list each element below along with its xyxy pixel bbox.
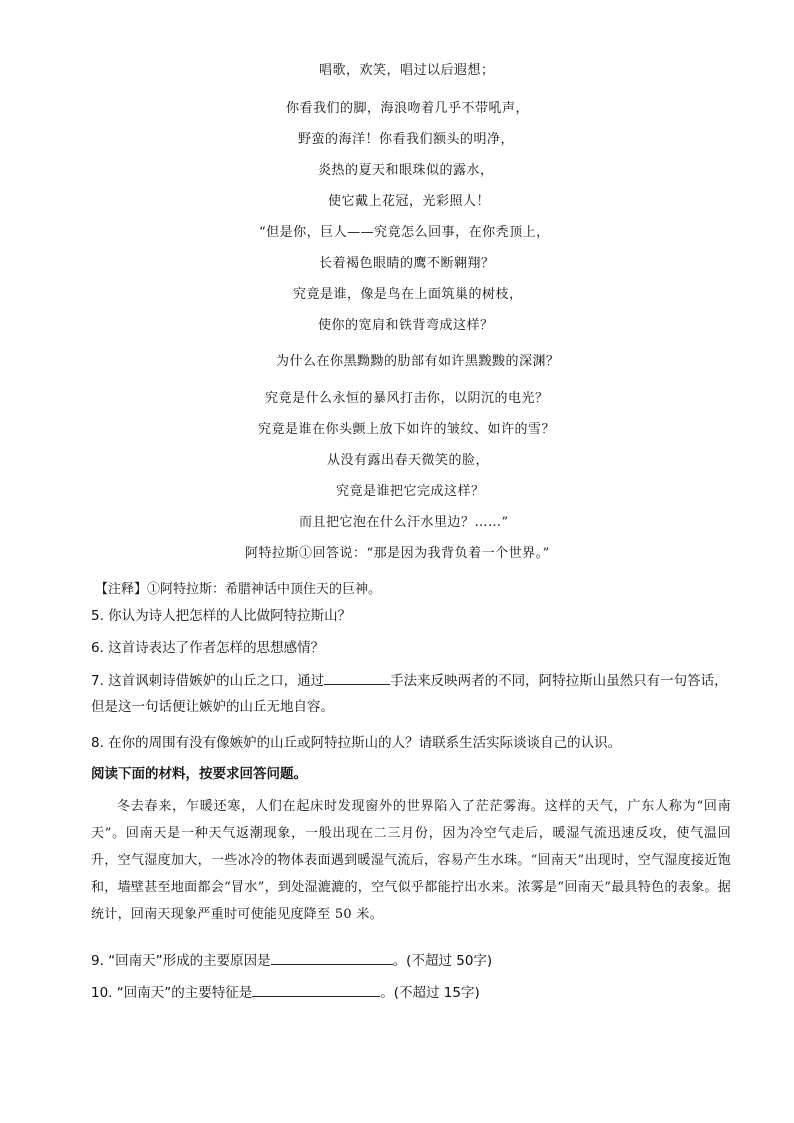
poem-line: 究竟是谁，像是鸟在上面筑巢的树枝， [293,287,523,302]
question-6: 6. 这首诗表达了作者怎样的思想感情？ [91,640,325,656]
poem-line: 使你的宽肩和铁背弯成这样？ [318,318,494,333]
answer-blank[interactable] [252,982,380,997]
section-heading: 阅读下面的材料，按要求回答问题。 [91,766,307,782]
answer-blank[interactable] [271,950,393,965]
answer-blank[interactable] [324,670,390,685]
poem-line: 使它戴上花冠，光彩照人！ [328,194,491,209]
poem-line: 野蛮的海洋！你看我们额头的明净， [298,132,515,147]
passage-text: 冬去春来，乍暖还寒，人们在起床时发现窗外的世界陷入了茫茫雾海。这样的天气，广东人称为“回南天”。回南天是一种天气返潮现象，一般出现在二三月份，因为冷空气走后，暖湿气流迅速反攻，使气温回升，空气湿度加大，一些冰冷的物体表面遇到暖湿气流后，容易产生水珠。“回南天”出现时，空气湿度接近饱和，墙壁甚至地面都会“冒水”，到处湿漉漉的，空气似乎都能拧出水来。浓雾是“回南天”最具特色的表象。据统计，回南天现象严重时可使能见度降至 50 米。 [91,799,731,922]
question-7-text-c: 但是这一句话便让嫉妒的山丘无地自容。 [91,699,334,715]
question-9-limit: 。(不超过 50字) [392,953,493,969]
poem-line: 从没有露出春天微笑的脸， [327,453,490,468]
poem-line: “但是你，巨人——究竟怎么回事，在你秃顶上， [259,225,550,240]
question-8: 8. 在你的周围有没有像嫉妒的山丘或阿特拉斯山的人？请联系生活实际谈谈自己的认识。 [91,735,622,751]
poem-line: 阿特拉斯①回答说：“那是因为我背负着一个世界。” [245,546,550,561]
question-10-limit: 。(不超过 15字) [380,985,480,1001]
poem-line: 究竟是什么永恒的暴风打击你，以阴沉的电光？ [265,391,549,406]
poem-line: 唱歌，欢笑，唱过以后遐想； [319,63,495,78]
question-9 [91,948,731,974]
question-5: 5. 你认为诗人把怎样的人比做阿特拉斯山？ [91,608,352,624]
question-9-text: 9. “回南天”形成的主要原因是 [91,953,271,969]
question-10 [91,980,731,1006]
poem-line: 为什么在你黑黝黝的肋部有如许黑黢黢的深渊？ [276,354,560,369]
question-7-text-a: 7. 这首讽刺诗借嫉妒的山丘之口，通过 [91,673,325,689]
question-7 [91,668,731,720]
poem-line: 究竟是谁在你头颤上放下如许的皱纹、如许的雪？ [258,422,556,437]
annotation-note: 【注释】①阿特拉斯：希腊神话中顶住天的巨神。 [95,582,382,597]
poem-line: 长着褐色眼睛的鹰不断翱翔？ [319,256,495,271]
question-7-text-b: 手法来反映两者的不同，阿特拉斯山虽然只有一句答话， [390,673,728,689]
poem-line: 你看我们的脚，海浪吻着几乎不带吼声， [286,101,530,116]
question-10-text: 10. “回南天”的主要特征是 [91,985,253,1001]
poem-line: 炎热的夏天和眼珠似的露水， [318,163,494,178]
poem-line: 而且把它泡在什么汗水里边？……” [299,515,509,530]
poem-line: 究竟是谁把它完成这样？ [336,484,485,499]
